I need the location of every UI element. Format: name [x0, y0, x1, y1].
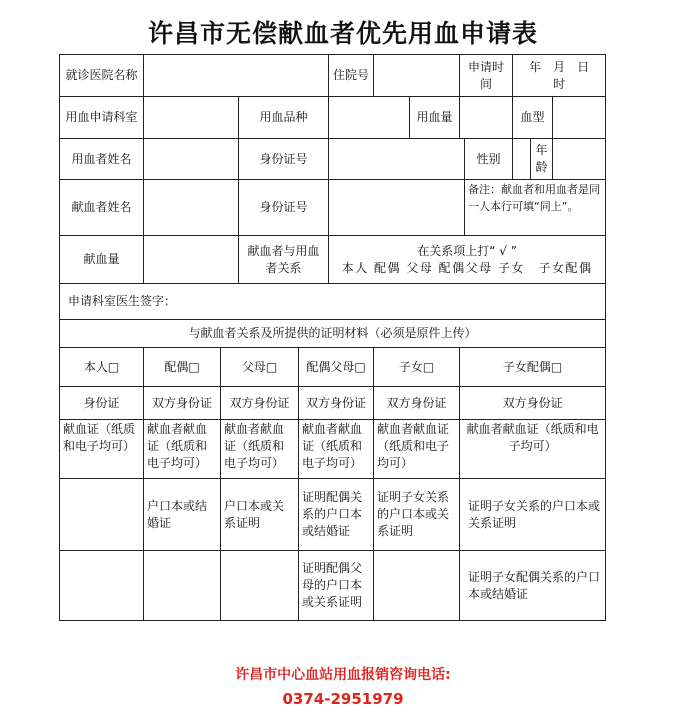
proof-cell: 户口本或结婚证	[144, 479, 221, 551]
column-spouse-parents[interactable]: 配偶父母□	[299, 348, 374, 387]
proof-cell: 双方身份证	[144, 387, 221, 420]
footer-phone-number: 0374-2951979	[282, 690, 404, 708]
column-children[interactable]: 子女□	[374, 348, 460, 387]
patient-id-field[interactable]	[329, 139, 465, 180]
blood-product-field[interactable]	[329, 97, 410, 139]
age-field[interactable]	[553, 139, 606, 180]
donor-id-label: 身份证号	[239, 180, 329, 236]
sex-field[interactable]	[513, 139, 531, 180]
blood-type-label: 血型	[513, 97, 553, 139]
relation-options-cell[interactable]	[329, 236, 606, 284]
proof-cell: 双方身份证	[374, 387, 460, 420]
row-proof-heading	[60, 320, 606, 348]
application-form-table	[59, 54, 614, 621]
apply-time-field[interactable]: 年 月 日 时	[513, 55, 606, 97]
remark-note: 备注：献血者和用血者是同一人本行可填“同上”。	[465, 180, 606, 236]
proof-cell: 证明子女关系的户口本或关系证明	[460, 479, 606, 551]
apply-time-label: 申请时间	[460, 55, 513, 97]
row-department	[60, 97, 606, 139]
donor-name-field[interactable]	[144, 180, 239, 236]
proof-heading: 与献血者关系及所提供的证明材料（必须是原件上传）	[60, 320, 606, 348]
proof-cell: 献血者献血证（纸质和电子均可）	[299, 420, 374, 479]
proof-cell: 献血者献血证（纸质和电子均可）	[144, 420, 221, 479]
proof-cell: 双方身份证	[221, 387, 299, 420]
blood-product-label: 用血品种	[239, 97, 329, 139]
footer-hotline-label: 许昌市中心血站用血报销咨询电话:	[235, 667, 451, 683]
department-label: 用血申请科室	[60, 97, 144, 139]
proof-cell: 双方身份证	[460, 387, 606, 420]
row-proof-household	[60, 479, 606, 551]
column-spouse[interactable]: 配偶□	[144, 348, 221, 387]
hospital-name-label: 就诊医院名称	[60, 55, 144, 97]
row-relation-columns	[60, 348, 606, 387]
donation-amount-field[interactable]	[144, 236, 239, 284]
proof-cell: 证明子女配偶关系的户口本或结婚证	[460, 551, 606, 621]
row-relation	[60, 236, 606, 284]
tick-hint: 在关系项上打“ √ ”	[417, 243, 517, 258]
proof-cell: 双方身份证	[299, 387, 374, 420]
proof-cell: 户口本或关系证明	[221, 479, 299, 551]
proof-cell: 献血者献血证（纸质和电子均可）	[374, 420, 460, 479]
patient-name-label: 用血者姓名	[60, 139, 144, 180]
doctor-signature-field[interactable]	[60, 284, 606, 320]
row-proof-donation-cert	[60, 420, 606, 479]
proof-cell: 献血者献血证（纸质和电子均可）	[221, 420, 299, 479]
donor-name-label: 献血者姓名	[60, 180, 144, 236]
department-field[interactable]	[144, 97, 239, 139]
proof-cell: 证明子女关系的户口本或关系证明	[374, 479, 460, 551]
proof-cell	[144, 551, 221, 621]
form-title: 许昌市无偿献血者优先用血申请表	[147, 19, 538, 48]
row-doctor-sign	[60, 284, 606, 320]
proof-cell: 证明配偶父母的户口本或关系证明	[299, 551, 374, 621]
sex-label: 性别	[465, 139, 513, 180]
proof-cell	[60, 551, 144, 621]
proof-cell: 身份证	[60, 387, 144, 420]
donation-amount-label: 献血量	[60, 236, 144, 284]
column-self[interactable]: 本人□	[60, 348, 144, 387]
relation-options: 本人 配偶 父母 配偶父母 子女 子女配偶	[341, 260, 593, 275]
proof-cell: 献血者献血证（纸质和电子均可）	[460, 420, 606, 479]
donor-id-field[interactable]	[329, 180, 465, 236]
blood-amount-field[interactable]	[460, 97, 513, 139]
blood-amount-label: 用血量	[410, 97, 460, 139]
hospital-name-field[interactable]	[144, 55, 329, 97]
proof-cell: 证明配偶关系的户口本或结婚证	[299, 479, 374, 551]
blood-type-field[interactable]	[553, 97, 606, 139]
patient-id-label: 身份证号	[239, 139, 329, 180]
admission-number-field[interactable]	[374, 55, 460, 97]
row-proof-id	[60, 387, 606, 420]
column-children-spouse[interactable]: 子女配偶□	[460, 348, 606, 387]
proof-cell: 献血证（纸质和电子均可）	[60, 420, 144, 479]
doctor-signature-label: 申请科室医生签字：	[68, 294, 177, 308]
row-hospital	[60, 55, 606, 97]
row-proof-extra	[60, 551, 606, 621]
relation-label: 献血者与用血者关系	[239, 236, 329, 284]
admission-number-label: 住院号	[329, 55, 374, 97]
row-patient	[60, 139, 606, 180]
patient-name-field[interactable]	[144, 139, 239, 180]
age-label: 年龄	[531, 139, 553, 180]
row-donor	[60, 180, 606, 236]
proof-cell	[221, 551, 299, 621]
proof-cell	[60, 479, 144, 551]
column-parents[interactable]: 父母□	[221, 348, 299, 387]
proof-cell	[374, 551, 460, 621]
